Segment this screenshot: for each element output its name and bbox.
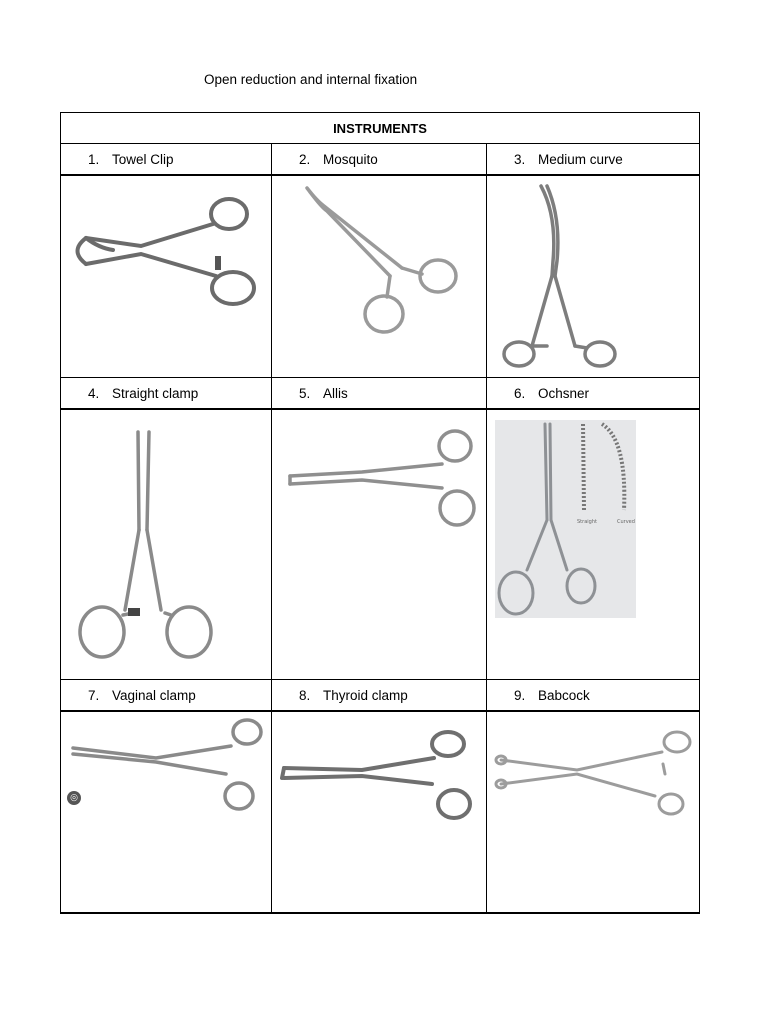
towel-clip-image [61,176,272,376]
table-cell [272,680,487,712]
table-cell [61,378,272,410]
item-number: 2. [299,151,311,167]
allis-forceps-image [272,410,487,678]
item-label: Ochsner [538,385,590,401]
ochsner-straight-caption: Straight [577,519,597,525]
table-cell [272,378,487,410]
item-label: Babcock [538,687,590,703]
item-label: Thyroid clamp [323,687,408,703]
item-label: Medium curve [538,151,623,167]
image-cell [487,175,700,378]
image-cell [272,409,487,680]
image-cell [61,175,272,378]
image-cell [272,175,487,378]
item-number: 3. [514,151,526,167]
table-cell [487,680,700,712]
table-cell [487,378,700,410]
vaginal-clamp-image [61,712,272,912]
item-number: 9. [514,687,526,703]
item-number: 6. [514,385,526,401]
image-cell [61,711,272,913]
thyroid-clamp-image [272,712,487,912]
item-label: Straight clamp [112,385,199,401]
table-cell [487,144,700,176]
item-number: 5. [299,385,311,401]
image-cell [272,711,487,913]
item-label: Allis [323,385,348,401]
table-cell [61,680,272,712]
straight-clamp-image [61,410,272,678]
mosquito-forceps-image [272,176,487,376]
item-number: 4. [88,385,100,401]
item-label: Towel Clip [112,151,174,167]
ochsner-forceps-image [487,410,700,678]
google-lens-badge-icon[interactable]: ◎ [67,791,81,805]
table-title: INSTRUMENTS [61,113,700,144]
item-number: 8. [299,687,311,703]
item-number: 7. [88,687,100,703]
medium-curve-forceps-image [487,176,700,376]
instruments-table [60,112,700,914]
image-cell [61,409,272,680]
item-number: 1. [88,151,100,167]
table-cell [272,144,487,176]
image-cell [487,711,700,913]
item-label: Mosquito [323,151,378,167]
babcock-forceps-image [487,712,700,912]
item-label: Vaginal clamp [112,687,196,703]
page-heading: Open reduction and internal fixation [204,72,418,87]
image-cell [487,409,700,680]
ochsner-curved-caption: Curved [617,519,635,525]
table-cell [61,144,272,176]
